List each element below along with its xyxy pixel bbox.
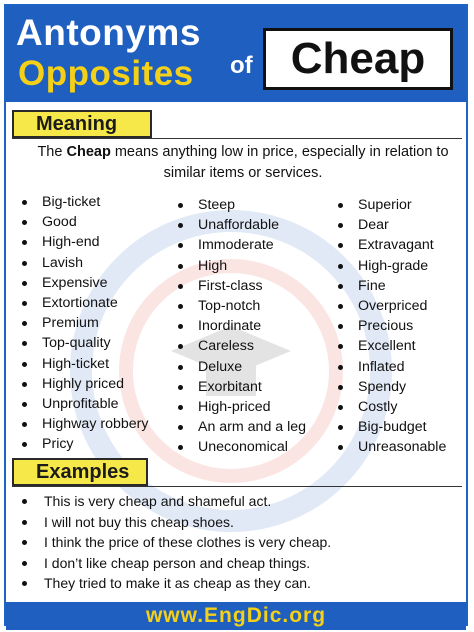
list-item: Uneconomical xyxy=(176,437,306,457)
list-item: Careless xyxy=(176,336,306,356)
list-item: Lavish xyxy=(20,253,148,273)
list-item: Unprofitable xyxy=(20,394,148,414)
antonym-column-2 xyxy=(176,195,306,457)
list-item: Top-notch xyxy=(176,296,306,316)
examples-list xyxy=(20,491,331,594)
list-item: Spendy xyxy=(336,377,446,397)
header-opposites: Opposites xyxy=(18,54,194,93)
example-sentence: I don’t like cheap person and cheap things. xyxy=(20,553,331,574)
list-item: Dear xyxy=(336,215,446,235)
list-item: Fine xyxy=(336,276,446,296)
meaning-label: Meaning xyxy=(12,110,152,138)
list-item: Highly priced xyxy=(20,374,148,394)
list-item: Inordinate xyxy=(176,316,306,336)
list-item: Exorbitant xyxy=(176,377,306,397)
list-item: Immoderate xyxy=(176,235,306,255)
list-item: High-grade xyxy=(336,256,446,276)
list-item: Excellent xyxy=(336,336,446,356)
list-item: Highway robbery xyxy=(20,414,148,434)
list-item: Expensive xyxy=(20,273,148,293)
header-antonyms: Antonyms xyxy=(16,12,201,53)
list-item: High xyxy=(176,256,306,276)
meaning-divider xyxy=(12,138,462,139)
list-item: Premium xyxy=(20,313,148,333)
antonym-column-3 xyxy=(336,195,446,457)
list-item: Unreasonable xyxy=(336,437,446,457)
list-item: First-class xyxy=(176,276,306,296)
header-of: of xyxy=(230,52,253,79)
list-item: Big-budget xyxy=(336,417,446,437)
footer-url[interactable]: www.EngDic.org xyxy=(145,604,327,627)
poster xyxy=(4,4,468,626)
list-item: Extortionate xyxy=(20,293,148,313)
antonym-column-1 xyxy=(20,192,148,454)
list-item: Unaffordable xyxy=(176,215,306,235)
list-item: Big-ticket xyxy=(20,192,148,212)
examples-divider xyxy=(12,486,462,487)
example-sentence: This is very cheap and shameful act. xyxy=(20,491,331,512)
list-item: Superior xyxy=(336,195,446,215)
examples-label: Examples xyxy=(12,458,148,486)
list-item: Steep xyxy=(176,195,306,215)
list-item: Precious xyxy=(336,316,446,336)
header-banner xyxy=(6,6,466,102)
list-item: Good xyxy=(20,212,148,232)
list-item: Overpriced xyxy=(336,296,446,316)
list-item: High-priced xyxy=(176,397,306,417)
meaning-rest: means anything low in price, especially in relation to similar items or services. xyxy=(114,144,449,181)
meaning-text xyxy=(28,142,458,184)
list-item: An arm and a leg xyxy=(176,417,306,437)
list-item: High-end xyxy=(20,232,148,252)
list-item: Deluxe xyxy=(176,357,306,377)
footer-banner xyxy=(6,602,466,630)
list-item: Inflated xyxy=(336,357,446,377)
header-word: Cheap xyxy=(290,34,426,83)
example-sentence: I think the price of these clothes is very cheap. xyxy=(20,532,331,553)
list-item: Top-quality xyxy=(20,333,148,353)
list-item: High-ticket xyxy=(20,354,148,374)
example-sentence: I will not buy this cheap shoes. xyxy=(20,512,331,533)
list-item: Costly xyxy=(336,397,446,417)
example-sentence: They tried to make it as cheap as they can. xyxy=(20,573,331,594)
list-item: Extravagant xyxy=(336,235,446,255)
list-item: Pricy xyxy=(20,434,148,454)
meaning-keyword: Cheap xyxy=(66,144,111,160)
meaning-prefix: The xyxy=(37,144,63,160)
header-word-box xyxy=(263,28,453,90)
